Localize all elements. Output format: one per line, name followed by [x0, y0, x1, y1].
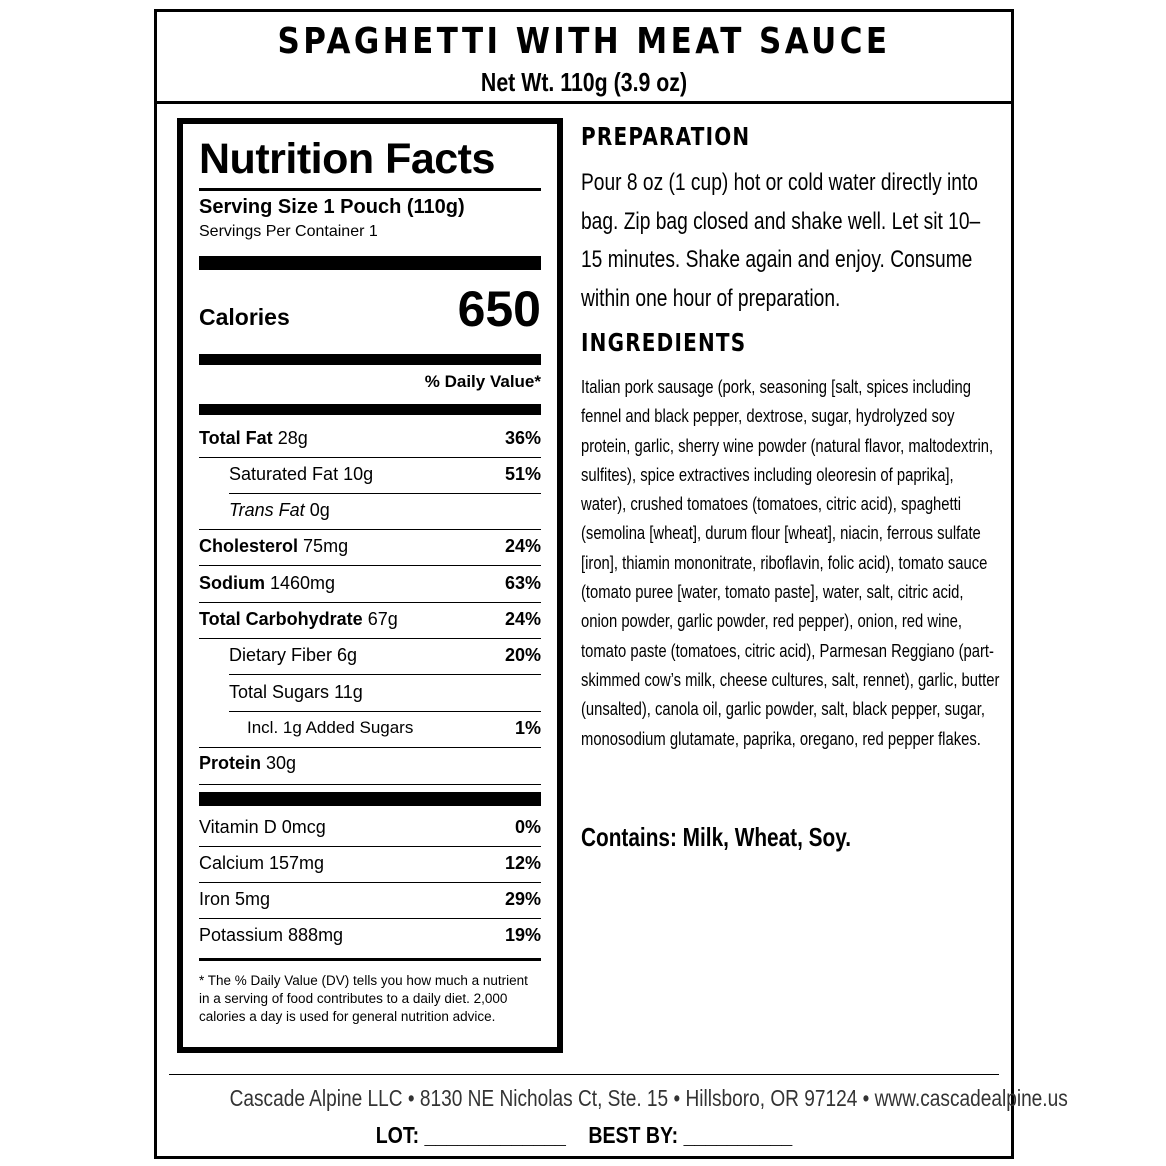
label-header [157, 12, 1011, 104]
nutrient-row-dietary-fiber: Dietary Fiber 6g 20% [199, 639, 541, 675]
nutrient-row-protein: Protein 30g [199, 753, 297, 773]
divider [199, 784, 541, 785]
nutrient-row-trans-fat: Trans Fat 0g [199, 494, 541, 530]
lot-field: LOT: _____________ [375, 1122, 566, 1148]
nutrient-row-total-sugars: Total Sugars 11g [199, 676, 541, 712]
nutrition-facts-title: Nutrition Facts [199, 135, 495, 183]
product-title: SPAGHETTI WITH MEAT SAUCE [277, 21, 891, 62]
vitamin-row-vitamin-d: Vitamin D 0mcg 0% [199, 811, 541, 847]
vitamin-row-iron: Iron 5mg 29% [199, 883, 541, 919]
daily-value-footnote: * The % Daily Value (DV) tells you how much a nutrient in a serving of food contributes to a daily diet. 2,000 calories a day is used for general nutrition advice. [199, 973, 528, 1024]
daily-value-header: % Daily Value* [424, 372, 541, 391]
divider-thick [199, 792, 541, 806]
lot-best-by [221, 1122, 947, 1149]
nutrient-row-added-sugars: Incl. 1g Added Sugars 1% [199, 712, 541, 748]
product-label [154, 9, 1068, 1159]
vitamin-row-calcium: Calcium 157mg 12% [199, 847, 541, 883]
preparation-heading: PREPARATION [581, 122, 751, 151]
divider [199, 188, 541, 191]
calories-value: 650 [457, 281, 541, 337]
nutrient-row-sodium: Sodium 1460mg 63% [199, 567, 541, 603]
divider-thick [199, 256, 541, 270]
divider [199, 958, 541, 961]
footer-divider [169, 1074, 999, 1075]
nutrition-facts-panel [177, 118, 563, 1053]
company-info: Cascade Alpine LLC • 8130 NE Nicholas Ct, Ste. 15 • Hillsboro, OR 97124 • www.cascadealpine.us [229, 1085, 1068, 1111]
best-by-field: BEST BY: __________ [588, 1122, 793, 1148]
calories-label: Calories [199, 304, 290, 330]
net-weight: Net Wt. 110g (3.9 oz) [480, 67, 688, 97]
ingredients-text: Italian pork sausage (pork, seasoning [salt, spices including fennel and black pepper, dextrose, sugar, hydrolyzed soy protein, garlic, sherry wine powder (natural flavor, maltodextrin, sulfites), spice extractives including oleoresin of paprika], water), crushed tomatoes (tomatoes, citric acid), spaghetti (semolina [wheat], durum flour [wheat], niacin, ferrous sulfate [iron], thiamin mononitrate, riboflavin, folic acid), tomato sauce (tomato puree [water, tomato paste], water, salt, citric acid, onion powder, garlic powder, red pepper), onion, red wine, tomato paste (tomatoes, citric acid), Parmesan Reggiano (part-skimmed cow’s milk, cheese cultures, salt, rennet), garlic, butter (unsalted), canola oil, garlic powder, salt, black pepper, sugar, monosodium glutamate, paprika, oregano, red pepper flakes. [581, 376, 1000, 749]
ingredients-heading: INGREDIENTS [581, 328, 747, 357]
nutrient-row-total-fat: Total Fat 28g 36% [199, 422, 541, 458]
vitamin-row-potassium: Potassium 888mg 19% [199, 925, 541, 945]
preparation-text: Pour 8 oz (1 cup) hot or cold water directly into bag. Zip bag closed and shake well. Let sit 10–15 minutes. Shake again and enjoy. Consume within one hour of preparation. [581, 169, 981, 312]
allergen-statement: Contains: Milk, Wheat, Soy. [581, 822, 852, 852]
servings-per-container: Servings Per Container 1 [199, 223, 378, 240]
nutrient-row-saturated-fat: Saturated Fat 10g 51% [199, 458, 541, 494]
nutrient-row-total-carbohydrate: Total Carbohydrate 67g 24% [199, 603, 541, 639]
nutrient-row-cholesterol: Cholesterol 75mg 24% [199, 530, 541, 566]
divider-thick [199, 354, 541, 365]
divider-thick [199, 404, 541, 415]
serving-size: Serving Size 1 Pouch (110g) [199, 196, 465, 218]
